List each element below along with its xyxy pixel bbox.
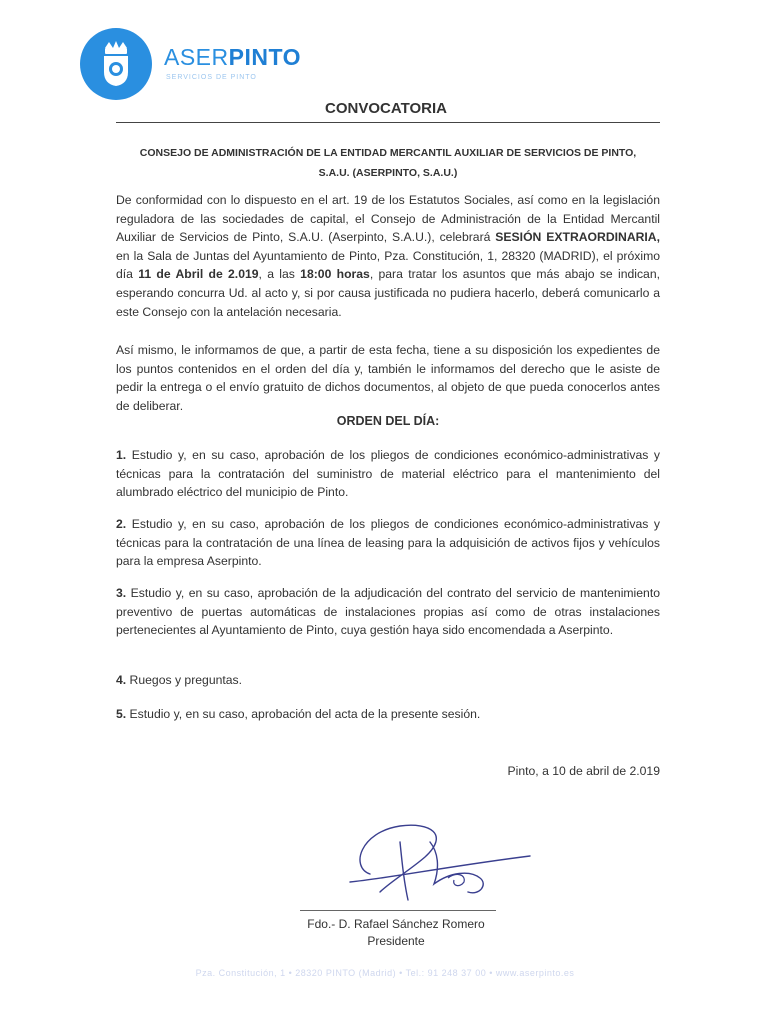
crown-shield-icon <box>80 28 152 100</box>
logo-wordmark: ASERPINTO <box>164 44 302 70</box>
logo-subtitle: SERVICIOS DE PINTO <box>166 74 257 81</box>
document-title: CONVOCATORIA <box>325 100 447 117</box>
page-footer: Pza. Constitución, 1 • 28320 PINTO (Madrid) • Tel.: 91 248 37 00 • www.aserpinto.es <box>195 968 575 978</box>
agenda-item: 2. Estudio y, en su caso, aprobación de los pliegos de condiciones económico-administrativas y técnicas para la contratación de una línea de leasing para la adquisición de activos fijos y vehículos para la empresa Aserpinto. <box>116 517 660 569</box>
subtitle-line-1: CONSEJO DE ADMINISTRACIÓN DE LA ENTIDAD MERCANTIL AUXILIAR DE SERVICIOS DE PINTO, <box>139 147 637 159</box>
agenda-item: 1. Estudio y, en su caso, aprobación de los pliegos de condiciones económico-administrativas y técnicas para la contratación del suministro de material eléctrico para el mantenimiento del alumbrado eléctrico del municipio de Pinto. <box>116 448 660 500</box>
intro-paragraph: De conformidad con lo dispuesto en el art. 19 de los Estatutos Sociales, así como en la legislación reguladora de las sociedades de capital, el Consejo de Administración de la Entidad Mercantil Auxiliar de Servicios de Pinto, S.A.U. (Aserpinto, S.A.U.), celebrará SESIÓN EXTRAORDINARIA, en la Sala de Juntas del Ayuntamiento de Pinto, Pza. Constitución, 1, 28320 (MADRID), el próximo día 11 de Abril de 2.019, a las 18:00 horas, para tratar los asuntos que más abajo se indican, esperando concurra Ud. al acto y, si por causa justificada no pudiera hacerlo, deberá comunicarlo a este Consejo con la antelación necesaria. <box>116 193 660 319</box>
agenda-item: 3. Estudio y, en su caso, aprobación de la adjudicación del contrato del servicio de mantenimiento preventivo de puertas automáticas de instalaciones propias así como de otras instalaciones pertenecientes al Ayuntamiento de Pinto, cuya gestión haya sido encomendada a Aserpinto. <box>116 586 660 638</box>
title-divider <box>116 122 660 123</box>
signer-block <box>296 916 496 950</box>
signature-line <box>300 910 496 911</box>
document-date: Pinto, a 10 de abril de 2.019 <box>507 764 660 778</box>
aserpinto-logo <box>80 28 320 100</box>
signer-role: Presidente <box>367 934 425 948</box>
info-paragraph: Así mismo, le informamos de que, a partir de esta fecha, tiene a su disposición los expedientes de los puntos contenidos en el orden del día y, también le informamos del derecho que le asiste de pedir la entrega o el envío gratuito de dichos documentos, al objeto de que pueda conocerlos antes de deliberar. <box>116 343 660 413</box>
document-subtitle <box>116 143 660 183</box>
agenda-title: ORDEN DEL DÍA: <box>336 414 440 428</box>
agenda-item: 4. Ruegos y preguntas. <box>116 673 243 687</box>
agenda-item: 5. Estudio y, en su caso, aprobación del acta de la presente sesión. <box>116 707 481 721</box>
subtitle-line-2: S.A.U. (ASERPINTO, S.A.U.) <box>318 167 458 179</box>
signer-name: Fdo.- D. Rafael Sánchez Romero <box>307 917 485 931</box>
handwritten-signature <box>330 812 540 912</box>
logo-emblem <box>80 28 152 100</box>
